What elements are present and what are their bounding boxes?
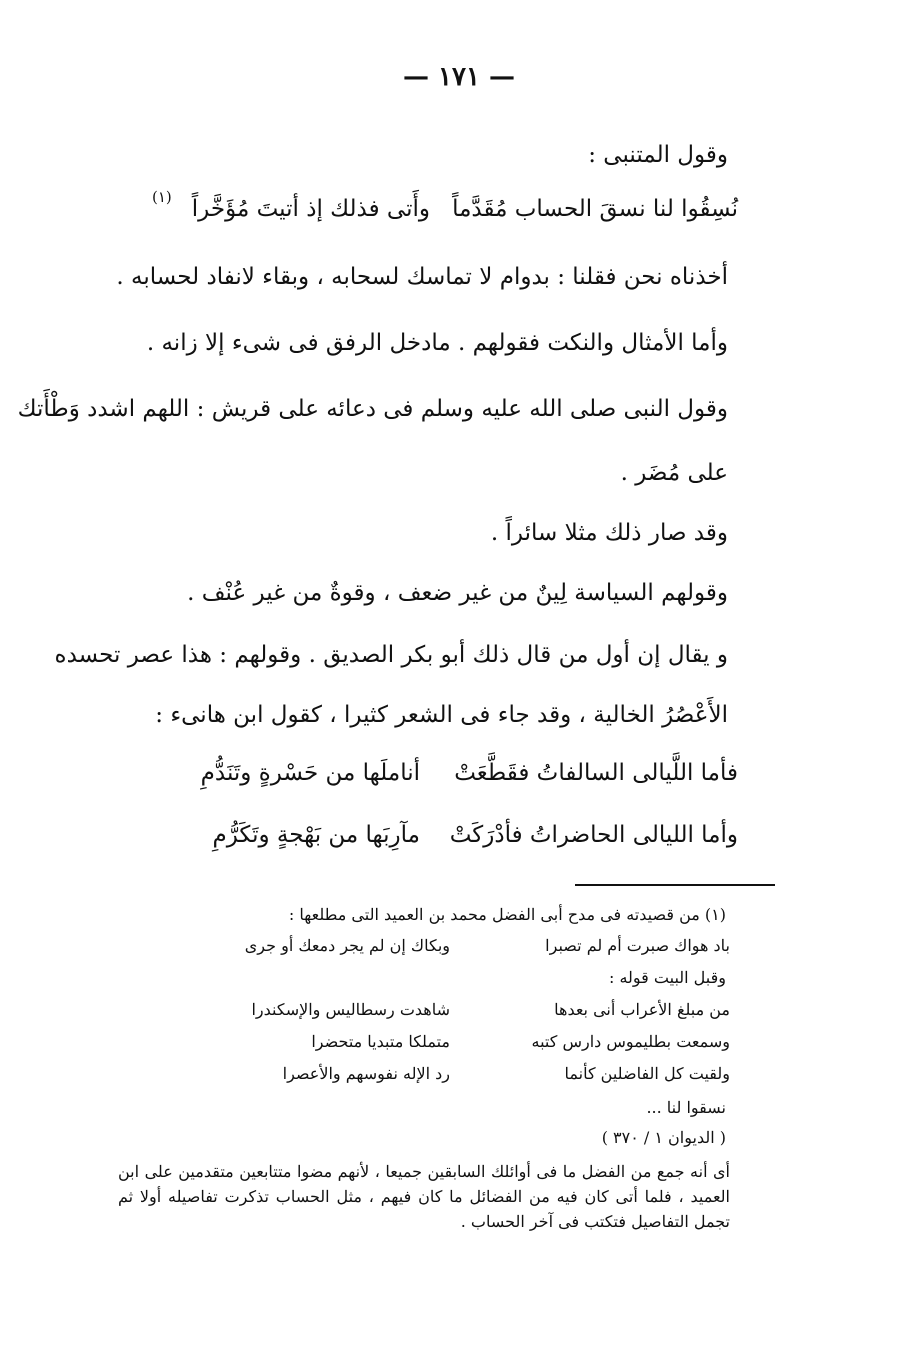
verse-3-first-hemistich: وأما الليالى الحاضراتُ فأدْرَكَتْ	[449, 822, 738, 848]
paragraph-intro-mutanabbi: وقول المتنبى :	[588, 142, 728, 168]
paragraph-prophet-saying-line-2: على مُضَر .	[620, 460, 728, 486]
footnote-1-intro: (١) من قصيدته فى مدح أبى الفضل محمد بن العميد التى مطلعها :	[288, 905, 726, 924]
footnote-verse-1-a: باد هواك صبرت أم لم تصبرا	[545, 936, 730, 955]
paragraph-our-saying: أخذناه نحن فقلنا : بدوام لا تماسك لسحابه ، وبقاء لانفاد لحسابه .	[116, 264, 728, 290]
footnote-verse-3-b: متملكا متبديا متحضرا	[311, 1032, 450, 1051]
verse-1-first-hemistich: نُسِقُوا لنا نسقَ الحساب مُقَدَّماً	[452, 196, 738, 222]
footnote-verse-2-b: شاهدت رسطاليس والإسكندرا	[251, 1000, 450, 1019]
paragraph-proverbs: وأما الأمثال والنكت فقولهم . مادخل الرفق فى شىء إلا زانه .	[146, 330, 728, 356]
paragraph-abu-bakr-line-2: الأَعْصُرُ الخالية ، وقد جاء فى الشعر كثيرا ، كقول ابن هانىء :	[155, 702, 728, 728]
verse-2-first-hemistich: فأما اللَّيالى السالفاتُ فقَطَّعَتْ	[454, 760, 738, 786]
page-number: — ١٧١ —	[402, 62, 516, 92]
footnote-before-verse: وقبل البيت قوله :	[608, 968, 726, 987]
footnote-explanation: أى أنه جمع من الفضل ما فى أوائلك السابقين جميعا ، لأنهم مضوا متتابعين متقدمين على ابن العميد ، فلما أتى كان فيه من الفضائل ما كان فيهم ، مثل الحساب تذكرت تفاصيله أولا ثم تجمل التفاصيل فتكتب فى آخر الحساب .	[118, 1162, 730, 1231]
footnote-diwan-reference: ( الديوان ١ / ٣٧٠ )	[601, 1128, 726, 1147]
footnote-verse-4-b: رد الإله نفوسهم والأعصرا	[282, 1064, 450, 1083]
footnote-quote-start: نسقوا لنا ...	[646, 1098, 726, 1117]
footnote-verse-1-b: وبكاك إن لم يجر دمعك أو جرى	[244, 936, 450, 955]
footnote-separator	[575, 884, 775, 886]
verse-3-second-hemistich: مآرِبَها من بَهْجةٍ وتَكَرُّمِ	[212, 822, 420, 848]
paragraph-politics-saying: وقولهم السياسة لِينٌ من غير ضعف ، وقوةٌ من غير عُنْف .	[187, 580, 728, 606]
footnote-verse-2-a: من مبلغ الأعراب أنى بعدها	[554, 1000, 730, 1019]
footnote-verse-3-a: وسمعت بطليموس دارس كتبه	[531, 1032, 730, 1051]
verse-1-second-hemistich: وأَتى فذلك إذ أتيتَ مُؤَخَّراً	[191, 196, 430, 222]
footnote-marker: (١)	[152, 188, 172, 206]
paragraph-abu-bakr-line-1: و يقال إن أول من قال ذلك أبو بكر الصديق . وقولهم : هذا عصر تحسده	[54, 642, 728, 668]
paragraph-common-proverb: وقد صار ذلك مثلا سائراً .	[490, 520, 728, 546]
verse-2-second-hemistich: أناملَها من حَسْرةٍ وتَنَدُّمِ	[200, 760, 420, 786]
paragraph-prophet-saying-line-1: وقول النبى صلى الله عليه وسلم فى دعائه على قريش : اللهم اشدد وَطْأَتك	[17, 396, 728, 422]
footnote-verse-4-a: ولقيت كل الفاضلين كأنما	[564, 1064, 730, 1083]
